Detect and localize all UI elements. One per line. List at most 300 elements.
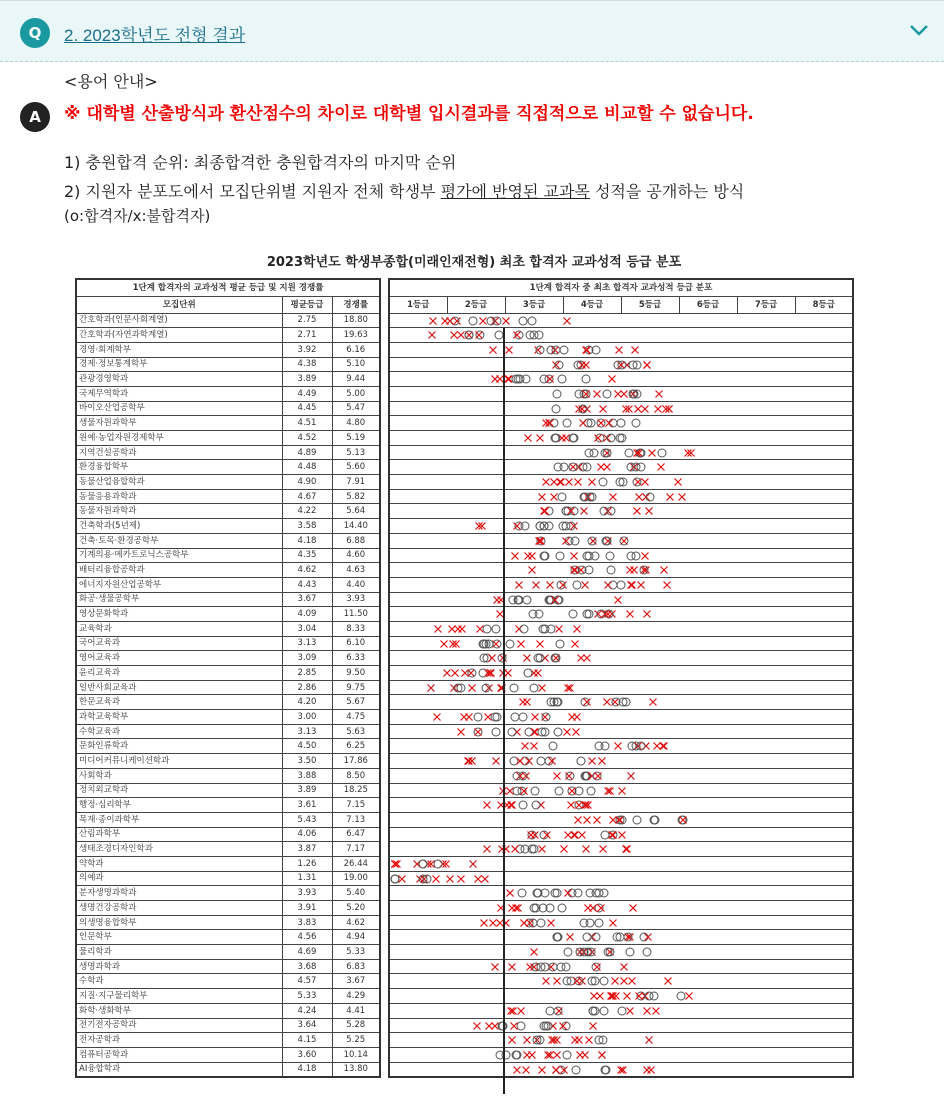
- fail-mark: [562, 727, 572, 737]
- cell-unit: 윤리교육과: [76, 666, 282, 681]
- pass-mark: [594, 888, 604, 898]
- pass-mark: [616, 418, 626, 428]
- distribution-row: [389, 563, 853, 578]
- fail-mark: [445, 316, 455, 326]
- cell-unit: 동물자원과학과: [76, 504, 282, 519]
- table-row: [76, 489, 380, 504]
- cell-unit: 산림과학부: [76, 827, 282, 842]
- cell-unit: 사회학과: [76, 768, 282, 783]
- cell-avg: 4.67: [282, 489, 332, 504]
- cell-ratio: 4.41: [332, 1003, 380, 1018]
- cell-ratio: 11.50: [332, 607, 380, 622]
- table-row: [76, 313, 380, 328]
- cell-unit: 미디어커뮤니케이션학과: [76, 754, 282, 769]
- cell-unit: 전기전자공학과: [76, 1018, 282, 1033]
- fail-mark: [525, 918, 535, 928]
- table-row: [76, 915, 380, 930]
- pass-mark: [606, 433, 616, 443]
- cell-avg: 4.43: [282, 577, 332, 592]
- distribution-cell: [389, 1003, 853, 1018]
- fail-mark: [522, 1050, 532, 1060]
- distribution-cell: [389, 621, 853, 636]
- fail-mark: [450, 668, 460, 678]
- fail-mark: [507, 800, 517, 810]
- pass-mark: [598, 1035, 608, 1045]
- table-row: [76, 504, 380, 519]
- cell-unit: 문화인류학과: [76, 739, 282, 754]
- fail-mark: [492, 595, 502, 605]
- fail-mark: [509, 1021, 519, 1031]
- fail-mark: [587, 756, 597, 766]
- distribution-row: [389, 548, 853, 563]
- pass-mark: [555, 551, 565, 561]
- fail-mark: [428, 316, 438, 326]
- fail-mark: [473, 727, 483, 737]
- distribution-row: [389, 989, 853, 1004]
- distribution-cell: [389, 445, 853, 460]
- cell-ratio: 5.28: [332, 1018, 380, 1033]
- table-row: [76, 416, 380, 431]
- question-title-link[interactable]: 2. 2023학년도 전형 결과: [64, 26, 246, 45]
- pass-mark: [603, 947, 613, 957]
- fail-mark: [574, 1035, 584, 1045]
- distribution-cell: [389, 842, 853, 857]
- fail-mark: [626, 580, 636, 590]
- distribution-cell: [389, 651, 853, 666]
- fail-mark: [603, 580, 613, 590]
- fail-mark: [457, 624, 467, 634]
- distribution-row: [389, 812, 853, 827]
- pass-mark: [556, 580, 566, 590]
- cell-avg: 4.38: [282, 357, 332, 372]
- pass-mark: [617, 360, 627, 370]
- pass-mark: [657, 448, 667, 458]
- cell-avg: 4.45: [282, 401, 332, 416]
- fail-mark: [642, 609, 652, 619]
- fail-mark: [632, 448, 642, 458]
- pass-mark: [558, 521, 568, 531]
- col-unit: 모집단위: [76, 296, 282, 313]
- fail-mark: [597, 756, 607, 766]
- pass-mark: [491, 727, 501, 737]
- cell-ratio: 17.86: [332, 754, 380, 769]
- pass-mark: [587, 976, 597, 986]
- fail-mark: [608, 918, 618, 928]
- fail-mark: [581, 345, 591, 355]
- grade-header: 5등급: [621, 296, 679, 313]
- pass-mark: [518, 316, 528, 326]
- table-row: [76, 768, 380, 783]
- fail-mark: [588, 1021, 598, 1031]
- fail-mark: [608, 492, 618, 502]
- term-item-2-underlined: 평가에 반영된 교과목: [440, 182, 590, 201]
- fail-mark: [644, 506, 654, 516]
- cell-ratio: 5.13: [332, 445, 380, 460]
- fail-mark: [596, 462, 606, 472]
- pass-mark: [531, 800, 541, 810]
- fail-mark: [634, 492, 644, 502]
- table-row: [76, 739, 380, 754]
- pass-mark: [619, 536, 629, 546]
- distribution-row: [389, 710, 853, 725]
- cell-ratio: 6.88: [332, 533, 380, 548]
- fail-mark: [479, 918, 489, 928]
- cell-avg: 4.35: [282, 548, 332, 563]
- distribution-row: [389, 871, 853, 886]
- cell-avg: 5.33: [282, 989, 332, 1004]
- fail-mark: [588, 903, 598, 913]
- cell-avg: 4.24: [282, 1003, 332, 1018]
- pass-mark: [535, 345, 545, 355]
- pass-mark: [586, 786, 596, 796]
- pass-mark: [631, 551, 641, 561]
- distribution-row: [389, 724, 853, 739]
- fail-mark: [619, 962, 629, 972]
- grade-header: 4등급: [563, 296, 621, 313]
- fail-mark: [512, 521, 522, 531]
- pass-mark: [629, 389, 639, 399]
- fail-mark: [448, 639, 458, 649]
- fail-mark: [625, 565, 635, 575]
- cell-unit: 교육학과: [76, 621, 282, 636]
- fail-mark: [592, 389, 602, 399]
- pass-mark: [580, 771, 590, 781]
- cell-ratio: 4.75: [332, 710, 380, 725]
- cell-unit: 국제무역학과: [76, 386, 282, 401]
- distribution-row: [389, 328, 853, 343]
- fail-mark: [592, 815, 602, 825]
- pass-mark: [511, 374, 521, 384]
- fail-mark: [582, 697, 592, 707]
- cell-avg: 3.50: [282, 754, 332, 769]
- table-row: [76, 695, 380, 710]
- pass-mark: [602, 536, 612, 546]
- cell-ratio: 4.60: [332, 548, 380, 563]
- fail-mark: [581, 800, 591, 810]
- pass-mark: [486, 316, 496, 326]
- pass-mark: [606, 565, 616, 575]
- table-row: [76, 798, 380, 813]
- cell-unit: 건축학과(5년제): [76, 519, 282, 534]
- pass-mark: [478, 639, 488, 649]
- pass-mark: [481, 683, 491, 693]
- pass-mark: [582, 609, 592, 619]
- pass-mark: [599, 506, 609, 516]
- grade-header: 8등급: [795, 296, 853, 313]
- cell-unit: 에너지자원산업공학부: [76, 577, 282, 592]
- fail-mark: [490, 962, 500, 972]
- pass-mark: [615, 477, 625, 487]
- cell-unit: 물리학과: [76, 945, 282, 960]
- cell-avg: 2.85: [282, 666, 332, 681]
- fail-mark: [439, 639, 449, 649]
- fail-mark: [397, 874, 407, 884]
- cell-ratio: 5.63: [332, 724, 380, 739]
- fail-mark: [644, 1035, 654, 1045]
- distribution-cell: [389, 871, 853, 886]
- cell-ratio: 19.00: [332, 871, 380, 886]
- cell-unit: AI융합학과: [76, 1062, 282, 1077]
- pass-mark: [632, 360, 642, 370]
- warning-notice: ※ 대학별 산출방식과 환산점수의 차이로 대학별 입시결과를 직접적으로 비교할 수 없습니다.: [64, 104, 754, 124]
- pass-mark: [551, 433, 561, 443]
- pass-mark: [569, 433, 579, 443]
- table-row: [76, 386, 380, 401]
- distribution-row: [389, 607, 853, 622]
- fail-mark: [533, 668, 543, 678]
- left-table-header: 1단계 합격자의 교과성적 평균 등급 및 지원 경쟁률: [76, 279, 380, 296]
- fail-mark: [625, 1006, 635, 1016]
- cell-avg: 3.04: [282, 621, 332, 636]
- q-badge: Q: [20, 18, 50, 48]
- pass-mark: [621, 697, 631, 707]
- fail-mark: [447, 624, 457, 634]
- pass-mark: [517, 888, 527, 898]
- term-item-1: 1) 충원합격 순위: 최종합격한 충원합격자의 마지막 순위: [64, 153, 457, 172]
- pass-mark: [541, 1021, 551, 1031]
- pass-mark: [546, 624, 556, 634]
- fail-mark: [541, 477, 551, 487]
- fail-mark: [559, 844, 569, 854]
- pass-mark: [571, 1065, 581, 1075]
- table-row: [76, 519, 380, 534]
- distribution-row: [389, 489, 853, 504]
- distribution-row: [389, 901, 853, 916]
- fail-mark: [658, 741, 668, 751]
- pass-mark: [554, 786, 564, 796]
- cell-ratio: 5.10: [332, 357, 380, 372]
- distribution-cell: [389, 1047, 853, 1062]
- fail-mark: [662, 580, 672, 590]
- distribution-row: [389, 1018, 853, 1033]
- pass-mark: [570, 536, 580, 546]
- distribution-cell: [389, 1062, 853, 1077]
- cell-avg: 3.61: [282, 798, 332, 813]
- mark-legend: (o:합격자/x:불합격자): [64, 207, 211, 225]
- fail-mark: [622, 991, 632, 1001]
- grade-header: 3등급: [505, 296, 563, 313]
- pass-mark: [538, 903, 548, 913]
- fail-mark: [507, 1035, 517, 1045]
- distribution-cell: [389, 959, 853, 974]
- cell-avg: 3.00: [282, 710, 332, 725]
- a-badge: A: [20, 102, 50, 132]
- fail-mark: [562, 316, 572, 326]
- distribution-cell: [389, 886, 853, 901]
- fail-mark: [530, 712, 540, 722]
- pass-mark: [568, 462, 578, 472]
- pass-mark: [527, 844, 537, 854]
- distribution-row: [389, 798, 853, 813]
- cell-avg: 3.87: [282, 842, 332, 857]
- cell-unit: 건축·토목·환경공학부: [76, 533, 282, 548]
- cell-ratio: 26.44: [332, 856, 380, 871]
- distribution-row: [389, 504, 853, 519]
- table-row: [76, 592, 380, 607]
- distribution-row: [389, 460, 853, 475]
- pass-mark: [518, 800, 528, 810]
- cell-unit: 생태조경디자인학과: [76, 842, 282, 857]
- cell-unit: 수학교육과: [76, 724, 282, 739]
- fail-mark: [572, 712, 582, 722]
- cell-avg: 1.26: [282, 856, 332, 871]
- cell-unit: 의생명융합학부: [76, 915, 282, 930]
- pass-mark: [519, 624, 529, 634]
- cell-unit: 정치외교학과: [76, 783, 282, 798]
- table-row: [76, 607, 380, 622]
- cell-ratio: 4.40: [332, 577, 380, 592]
- fail-mark: [527, 551, 537, 561]
- fail-mark: [625, 609, 635, 619]
- distribution-row: [389, 754, 853, 769]
- fail-mark: [477, 521, 487, 531]
- fail-mark: [486, 668, 496, 678]
- fail-mark: [531, 580, 541, 590]
- pass-mark: [576, 756, 586, 766]
- cell-ratio: 6.83: [332, 959, 380, 974]
- cell-ratio: 7.13: [332, 812, 380, 827]
- fail-mark: [522, 653, 532, 663]
- table-row: [76, 1047, 380, 1062]
- pass-mark: [553, 727, 563, 737]
- fail-mark: [580, 580, 590, 590]
- pass-mark: [575, 947, 585, 957]
- fail-mark: [595, 991, 605, 1001]
- pass-mark: [456, 683, 466, 693]
- fail-mark: [647, 448, 657, 458]
- cell-unit: 행정·심리학부: [76, 798, 282, 813]
- fail-mark: [576, 653, 586, 663]
- cell-ratio: 5.82: [332, 489, 380, 504]
- fail-mark: [519, 786, 529, 796]
- distribution-row: [389, 680, 853, 695]
- pass-mark: [509, 683, 519, 693]
- fail-mark: [445, 874, 455, 884]
- pass-mark: [573, 888, 583, 898]
- cell-avg: 3.58: [282, 519, 332, 534]
- table-row: [76, 548, 380, 563]
- cell-unit: 원예·농업자원경제학부: [76, 431, 282, 446]
- fail-mark: [558, 1021, 568, 1031]
- fail-mark: [488, 918, 498, 928]
- cell-ratio: 3.93: [332, 592, 380, 607]
- fail-mark: [642, 1006, 652, 1016]
- cell-ratio: 5.40: [332, 886, 380, 901]
- distribution-row: [389, 783, 853, 798]
- cell-unit: 지역건설공학과: [76, 445, 282, 460]
- cell-avg: 3.09: [282, 651, 332, 666]
- distribution-cell: [389, 489, 853, 504]
- distribution-row: [389, 386, 853, 401]
- cell-ratio: 4.63: [332, 563, 380, 578]
- pass-mark: [418, 859, 428, 869]
- fail-mark: [634, 991, 644, 1001]
- table-row: [76, 827, 380, 842]
- cell-ratio: 19.63: [332, 328, 380, 343]
- fail-mark: [456, 727, 466, 737]
- table-row: [76, 475, 380, 490]
- fail-mark: [572, 624, 582, 634]
- cell-ratio: 5.25: [332, 1033, 380, 1048]
- fail-mark: [653, 404, 663, 414]
- cell-unit: 간호학과(인문사회계열): [76, 313, 282, 328]
- fail-mark: [613, 741, 623, 751]
- fail-mark: [565, 932, 575, 942]
- cell-unit: 목재·종이과학부: [76, 812, 282, 827]
- fail-mark: [512, 330, 522, 340]
- distribution-cell: [389, 754, 853, 769]
- pass-mark: [600, 448, 610, 458]
- fail-mark: [663, 976, 673, 986]
- distribution-row: [389, 959, 853, 974]
- distribution-cell: [389, 328, 853, 343]
- distribution-row: [389, 519, 853, 534]
- pass-mark: [521, 374, 531, 384]
- pass-mark: [551, 404, 561, 414]
- fail-mark: [441, 859, 451, 869]
- distribution-row: [389, 636, 853, 651]
- fail-mark: [592, 962, 602, 972]
- pass-mark: [581, 374, 591, 384]
- distribution-cell: [389, 989, 853, 1004]
- pass-mark: [562, 976, 572, 986]
- fail-mark: [537, 1065, 547, 1075]
- fail-mark: [598, 844, 608, 854]
- fail-mark: [673, 477, 683, 487]
- table-row: [76, 1062, 380, 1077]
- fail-mark: [572, 976, 582, 986]
- pass-mark: [418, 874, 428, 884]
- fail-mark: [541, 976, 551, 986]
- table-row: [76, 710, 380, 725]
- average-grade-table: [75, 278, 381, 1078]
- cell-avg: 4.06: [282, 827, 332, 842]
- fail-mark: [617, 830, 627, 840]
- cell-ratio: 18.80: [332, 313, 380, 328]
- pass-mark: [491, 624, 501, 634]
- fail-mark: [607, 830, 617, 840]
- table-row: [76, 886, 380, 901]
- fail-mark: [597, 1050, 607, 1060]
- distribution-cell: [389, 798, 853, 813]
- distribution-cell: [389, 930, 853, 945]
- distribution-row: [389, 930, 853, 945]
- fail-mark: [464, 756, 474, 766]
- pass-mark: [584, 551, 594, 561]
- pass-mark: [578, 462, 588, 472]
- fail-mark: [617, 786, 627, 796]
- table-row: [76, 842, 380, 857]
- grade-header: 7등급: [737, 296, 795, 313]
- fail-mark: [536, 536, 546, 546]
- distribution-row: [389, 475, 853, 490]
- table-row: [76, 372, 380, 387]
- distribution-row: [389, 533, 853, 548]
- fail-mark: [518, 697, 528, 707]
- chevron-down-icon[interactable]: [908, 19, 930, 41]
- cell-ratio: 14.40: [332, 519, 380, 534]
- fail-mark: [537, 683, 547, 693]
- distribution-cell: [389, 739, 853, 754]
- cell-avg: 4.57: [282, 974, 332, 989]
- fail-mark: [545, 374, 555, 384]
- table-row: [76, 563, 380, 578]
- fail-mark: [607, 374, 617, 384]
- fail-mark: [630, 345, 640, 355]
- faq-question-header[interactable]: [0, 0, 944, 62]
- cell-unit: 동물응용과학과: [76, 489, 282, 504]
- cell-unit: 국어교육과: [76, 636, 282, 651]
